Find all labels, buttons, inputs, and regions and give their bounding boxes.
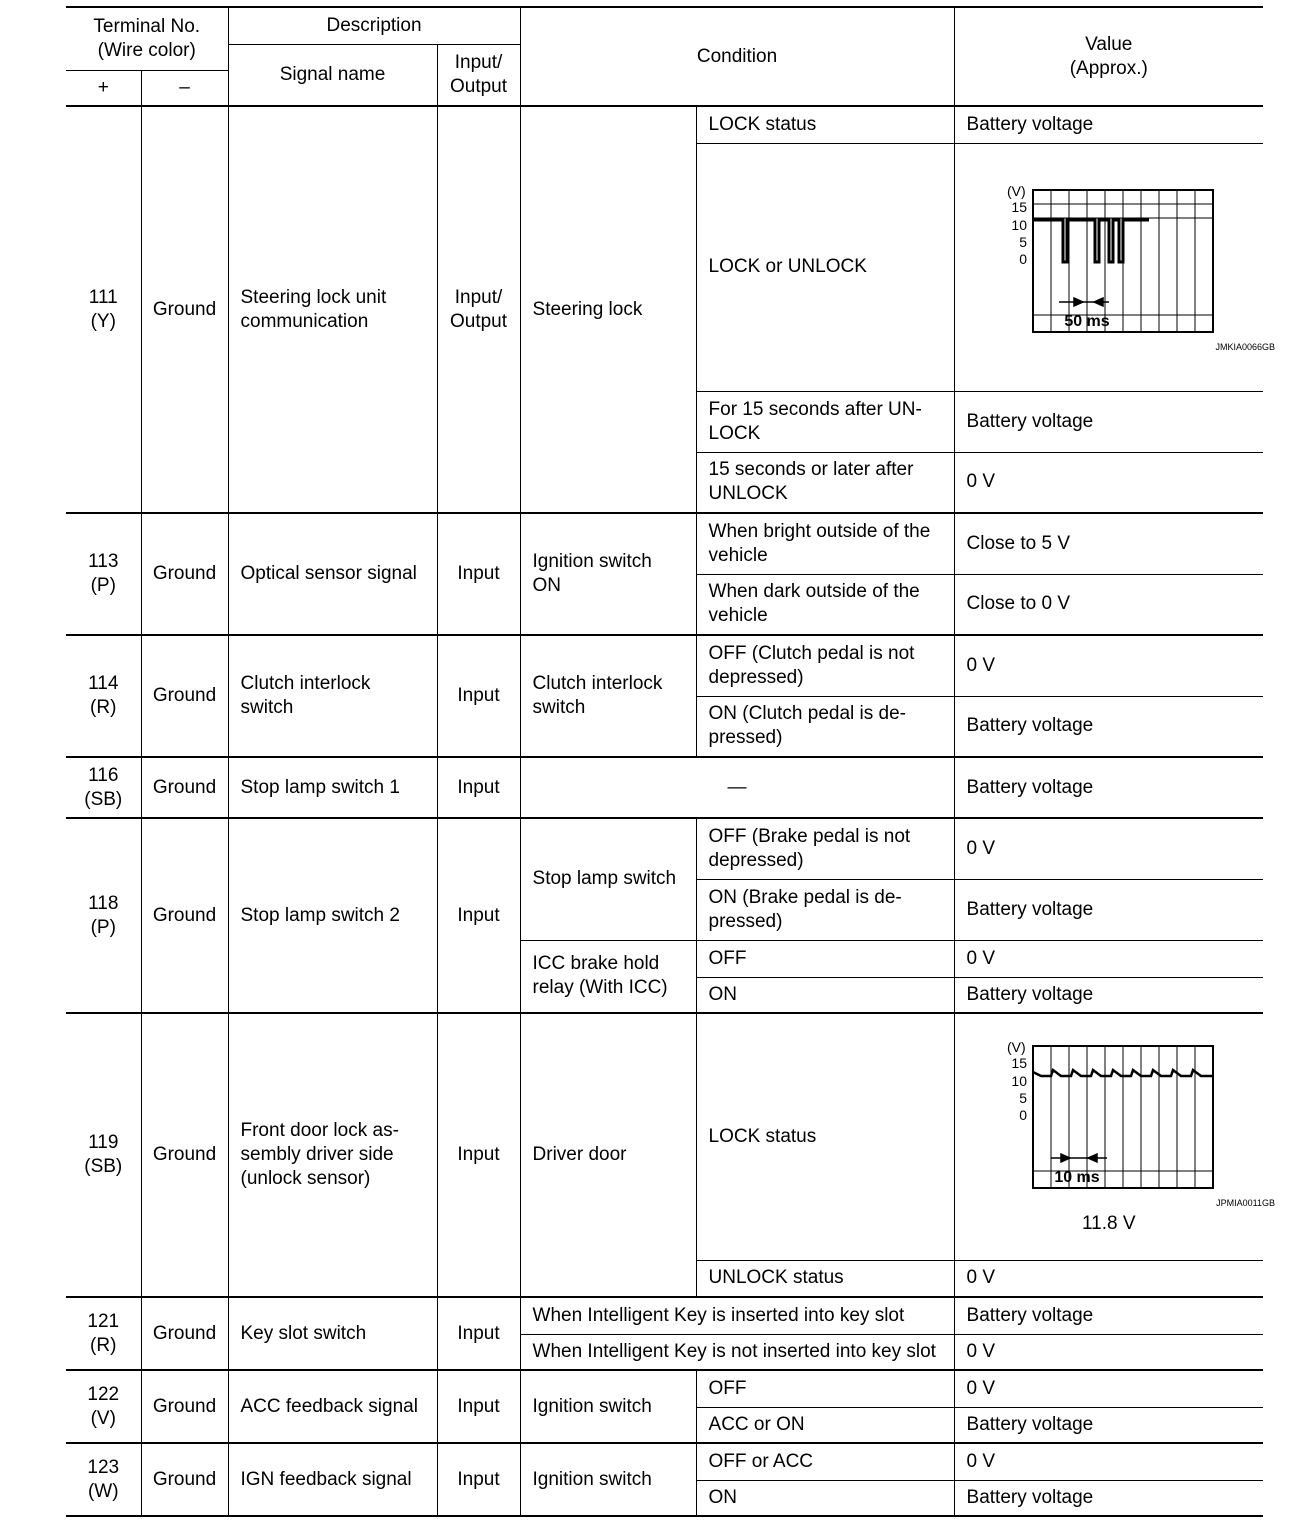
waveform-cell-111 [954, 143, 1275, 391]
signal-122: ACC feedback signal [228, 1370, 437, 1443]
condition-118-icc: ICC brake hold relay (With ICC) [520, 940, 696, 1013]
terminal-number: 119 [88, 1132, 119, 1153]
sub-condition: ACC or ON [696, 1407, 954, 1443]
terminal-111 [66, 106, 141, 513]
sub-value: Battery voltage [954, 879, 1263, 940]
condition-116: — [520, 757, 954, 818]
signal-118: Stop lamp switch 2 [228, 818, 437, 1013]
sub-condition: When Intelligent Key is not inserted into key slot [520, 1334, 954, 1370]
wire-color: (P) [90, 575, 116, 596]
ground-116: Ground [141, 757, 228, 818]
ground-119: Ground [141, 1013, 228, 1297]
sub-value: 0 V [954, 1370, 1263, 1407]
terminal-113 [66, 513, 141, 635]
terminal-118 [66, 818, 141, 1013]
waveform-trace [1033, 220, 1149, 262]
time-arrow [1051, 1154, 1107, 1162]
terminal-table [66, 6, 1275, 1517]
waveform-chart-119 [979, 1038, 1275, 1208]
tick-0: 0 [1018, 1106, 1027, 1123]
ground-113: Ground [141, 513, 228, 635]
terminal-number: 121 [87, 1310, 120, 1332]
io-116: Input [437, 757, 520, 818]
terminal-number: 122 [87, 1383, 120, 1405]
tick-0: 0 [1018, 251, 1027, 267]
terminal-123 [66, 1443, 141, 1516]
wire-color: (SB) [84, 788, 123, 810]
header-wire-color-label: (Wire color) [97, 39, 196, 61]
sub-condition: ON (Brake pedal is de-pressed) [696, 879, 954, 940]
tick-5: 5 [1018, 234, 1027, 250]
terminal-number: 111 [88, 286, 118, 308]
sub-value: 0 V [954, 1334, 1263, 1370]
header-signal-name: Signal name [228, 44, 437, 106]
header-minus: – [141, 70, 228, 106]
condition-122: Ignition switch [520, 1370, 696, 1443]
terminal-number: 113 [88, 551, 119, 572]
sub-value: 0 V [954, 452, 1263, 513]
sub-condition: OFF [696, 940, 954, 977]
sub-condition: OFF (Brake pedal is not depressed) [696, 818, 954, 879]
condition-118-stop-lamp: Stop lamp switch [520, 818, 696, 940]
time-arrow [1059, 298, 1109, 306]
ground-121: Ground [141, 1297, 228, 1370]
signal-123: IGN feedback signal [228, 1443, 437, 1516]
unit-label: (V) [1006, 183, 1026, 199]
sub-condition: OFF (Clutch pedal is not depressed) [696, 635, 954, 696]
header-plus: + [66, 70, 141, 106]
terminal-119 [66, 1013, 141, 1297]
tick-15: 15 [1011, 199, 1027, 215]
sub-condition: ON [696, 977, 954, 1013]
sub-condition: When Intelligent Key is inserted into key slot [520, 1297, 954, 1334]
signal-114: Clutch interlock switch [228, 635, 437, 757]
io-121: Input [437, 1297, 520, 1370]
sub-value: Close to 0 V [954, 574, 1263, 635]
sub-condition: When bright outside of the vehicle [696, 513, 954, 574]
waveform-chart-111 [979, 182, 1275, 352]
io-111: Input/ Output [437, 106, 520, 513]
sub-value: 0 V [954, 818, 1263, 879]
condition-123: Ignition switch [520, 1443, 696, 1516]
ground-114: Ground [141, 635, 228, 757]
figure-code: JMKIA0066GB [1215, 342, 1275, 352]
tick-15: 15 [1011, 1054, 1027, 1071]
terminal-table-container [66, 6, 1275, 1517]
header-value [954, 7, 1263, 106]
signal-111: Steering lock unit communication [228, 106, 437, 513]
sub-value: 0 V [954, 1260, 1263, 1297]
ground-123: Ground [141, 1443, 228, 1516]
sub-value: Battery voltage [954, 1480, 1263, 1516]
wire-color: (P) [90, 916, 116, 938]
tick-10: 10 [1011, 1072, 1027, 1089]
lock-status-value: 11.8 V [1082, 1212, 1136, 1234]
io-122: Input [437, 1370, 520, 1443]
condition-119: Driver door [520, 1013, 696, 1297]
header-condition: Condition [520, 7, 954, 106]
value-116: Battery voltage [954, 757, 1263, 818]
sub-condition: UNLOCK status [696, 1260, 954, 1297]
terminal-number: 114 [88, 673, 119, 694]
ground-111: Ground [141, 106, 228, 513]
condition-111: Steering lock [520, 106, 696, 513]
sub-condition: LOCK status [696, 1013, 954, 1260]
sub-value: Battery voltage [954, 106, 1263, 143]
sub-value: Close to 5 V [954, 513, 1263, 574]
terminal-number: 123 [87, 1456, 120, 1478]
sub-condition: ON [696, 1480, 954, 1516]
header-terminal-no [66, 7, 228, 70]
sub-value: Battery voltage [954, 1407, 1263, 1443]
terminal-number: 118 [88, 892, 119, 914]
header-value-label: Value [1085, 33, 1133, 55]
terminal-121 [66, 1297, 141, 1370]
sub-condition: For 15 seconds after UN-LOCK [696, 391, 954, 452]
signal-121: Key slot switch [228, 1297, 437, 1370]
terminal-122 [66, 1370, 141, 1443]
time-label: 50 ms [1064, 313, 1110, 330]
time-label: 10 ms [1054, 1168, 1100, 1186]
ground-122: Ground [141, 1370, 228, 1443]
header-input-output: Input/ Output [437, 44, 520, 106]
header-approx-label: (Approx.) [1069, 57, 1148, 79]
sub-value: 0 V [954, 940, 1263, 977]
sub-condition: OFF or ACC [696, 1443, 954, 1480]
io-119: Input [437, 1013, 520, 1297]
io-113: Input [437, 513, 520, 635]
condition-114: Clutch interlock switch [520, 635, 696, 757]
tick-10: 10 [1011, 217, 1027, 233]
tick-5: 5 [1018, 1089, 1027, 1106]
sub-value: Battery voltage [954, 1297, 1263, 1334]
condition-113: Ignition switch ON [520, 513, 696, 635]
ground-118: Ground [141, 818, 228, 1013]
figure-code: JPMIA0011GB [1215, 1197, 1275, 1208]
header-description: Description [228, 7, 520, 44]
header-terminal-label: Terminal No. [93, 15, 201, 37]
io-123: Input [437, 1443, 520, 1516]
sub-condition: OFF [696, 1370, 954, 1407]
sub-value: 0 V [954, 1443, 1263, 1480]
sub-value: Battery voltage [954, 696, 1263, 757]
terminal-114 [66, 635, 141, 757]
wire-color: (V) [90, 1407, 116, 1429]
wire-color: (Y) [90, 310, 116, 332]
sub-value: Battery voltage [954, 391, 1263, 452]
waveform-cell-119 [954, 1013, 1275, 1260]
wire-color: (W) [87, 1480, 119, 1502]
wire-color: (SB) [84, 1156, 123, 1177]
sub-condition: 15 seconds or later after UNLOCK [696, 452, 954, 513]
terminal-number: 116 [88, 764, 119, 786]
signal-113: Optical sensor signal [228, 513, 437, 635]
io-114: Input [437, 635, 520, 757]
sub-condition: When dark outside of the vehicle [696, 574, 954, 635]
signal-119: Front door lock as-sembly driver side (unlock sensor) [228, 1013, 437, 1297]
grid [1033, 1046, 1213, 1188]
wire-color: (R) [90, 697, 117, 718]
sub-condition: ON (Clutch pedal is de-pressed) [696, 696, 954, 757]
signal-116: Stop lamp switch 1 [228, 757, 437, 818]
sub-condition: LOCK or UNLOCK [696, 143, 954, 391]
wire-color: (R) [90, 1334, 117, 1356]
sub-condition: LOCK status [696, 106, 954, 143]
terminal-116 [66, 757, 141, 818]
unit-label: (V) [1006, 1038, 1026, 1055]
sub-value: Battery voltage [954, 977, 1263, 1013]
sub-value: 0 V [954, 635, 1263, 696]
io-118: Input [437, 818, 520, 1013]
